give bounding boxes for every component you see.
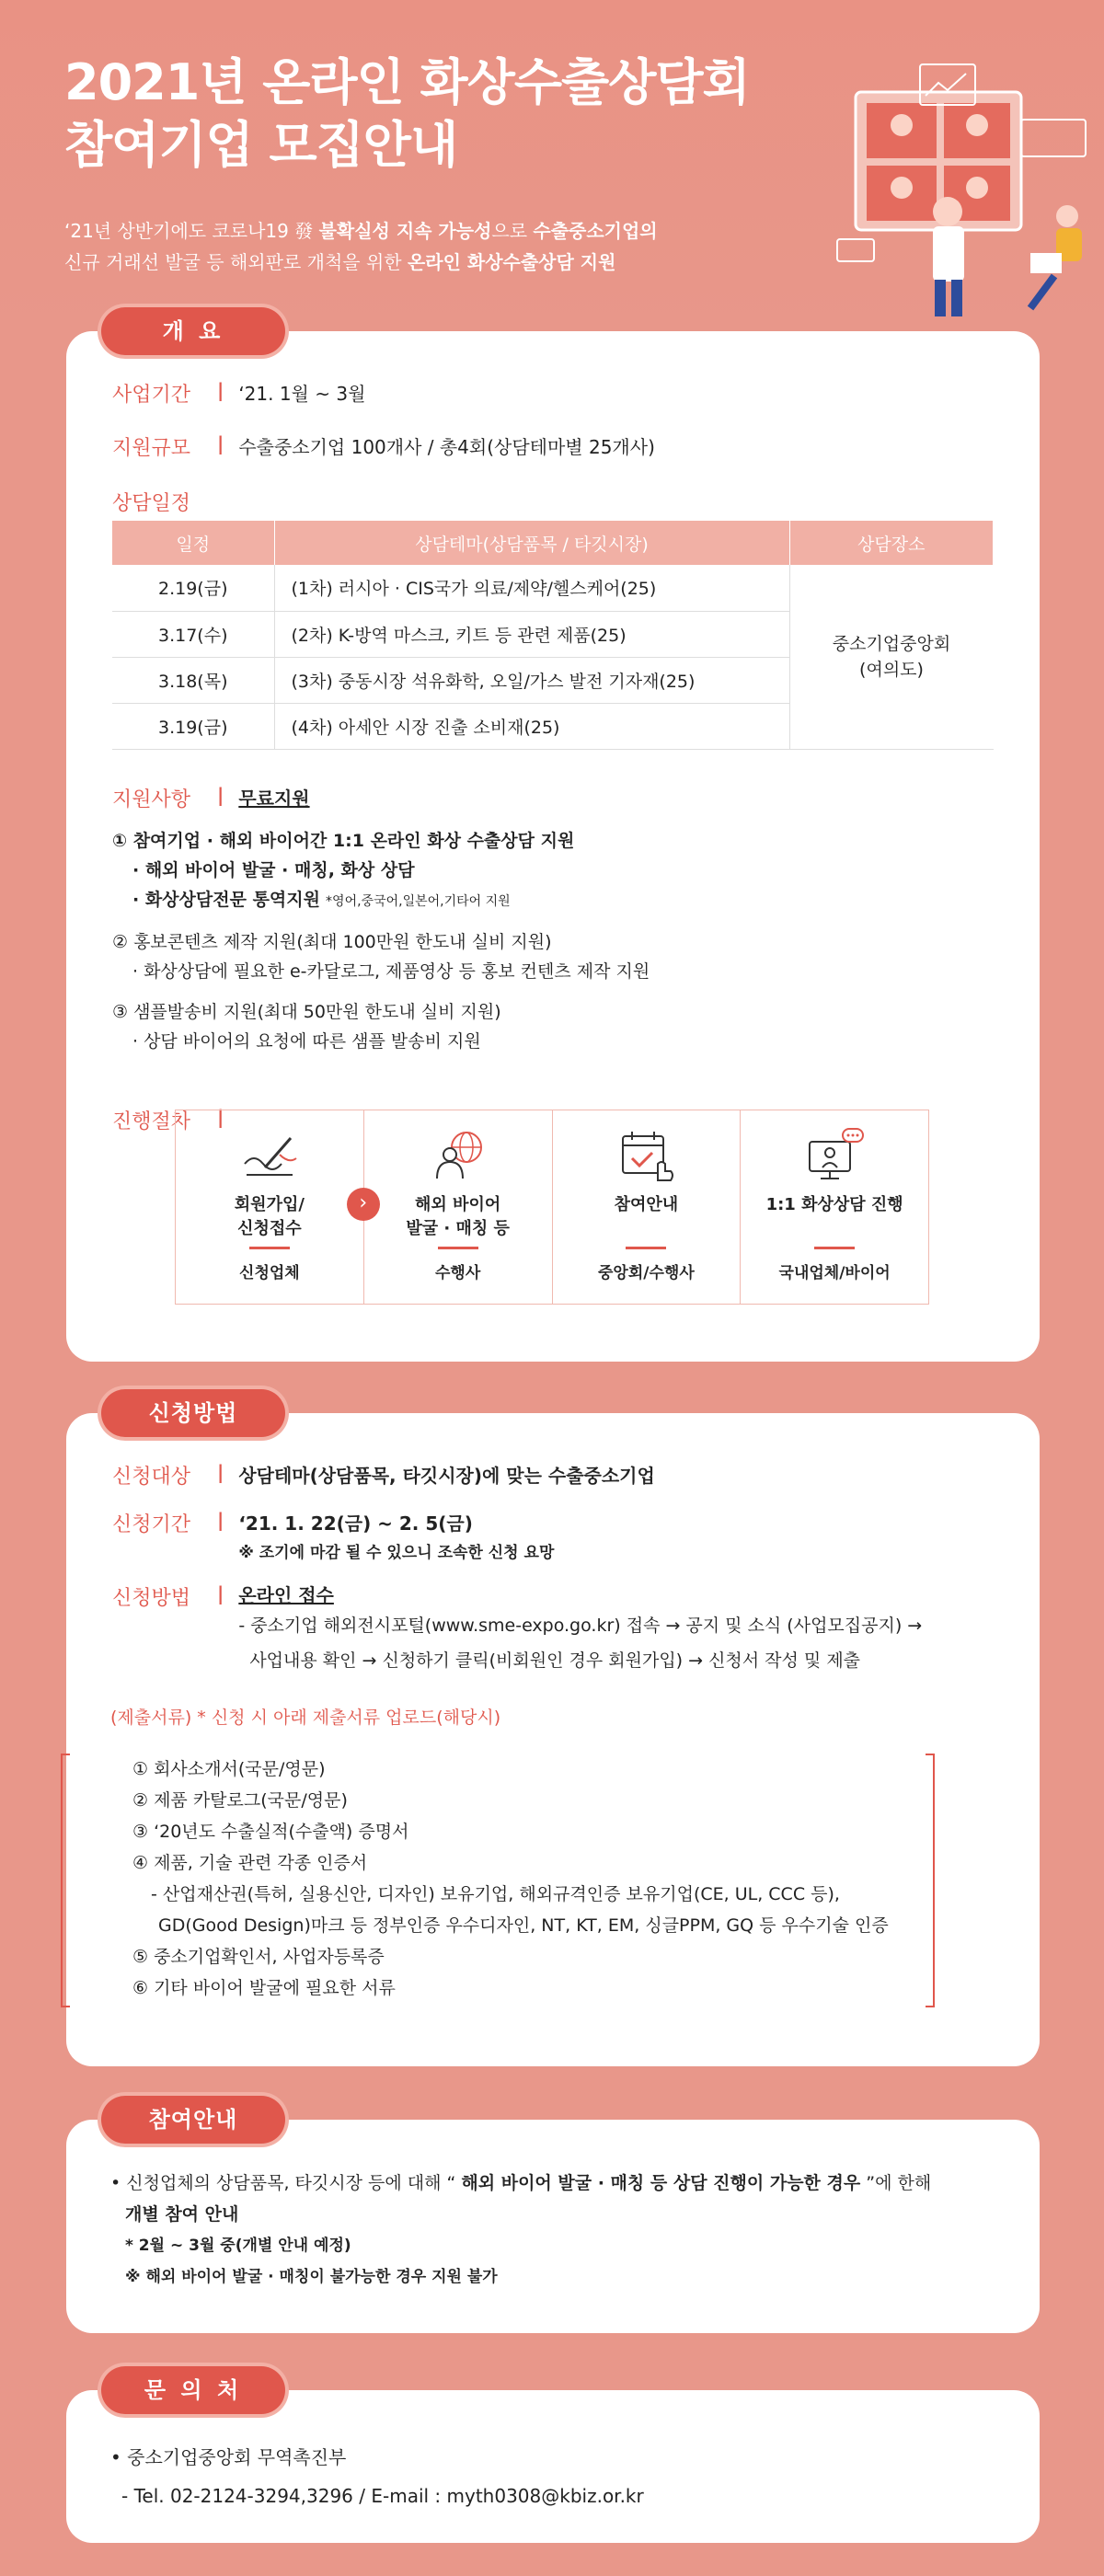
support-item-1b — [112, 885, 650, 916]
contact-phone-email: - Tel. 02-2124-3294,3296 / E-mail : myth0308@kbiz.or.kr — [121, 2485, 644, 2507]
support-item-1: ① 참여기업 · 해외 바이어간 1:1 온라인 화상 수출상담 지원 — [112, 831, 575, 851]
title-line-2: 참여기업 모집안내 — [64, 116, 458, 174]
calendar-check-icon — [614, 1127, 678, 1182]
docs-list-bracket — [61, 1754, 935, 2007]
theme-cell: (3차) 중동시장 석유화학, 오일/가스 발전 기자재(25) — [274, 657, 789, 703]
step-subject: 신청업체 — [239, 1264, 300, 1282]
support-value: 무료지원 — [238, 788, 310, 810]
video-conference-illustration — [800, 55, 1104, 322]
apply-method-row — [112, 1582, 922, 1678]
support-item-1a: · 해외 바이어 발굴 · 매칭, 화상 상담 — [132, 860, 415, 880]
separator: | — [217, 1461, 224, 1483]
hero-subtitle — [64, 215, 658, 278]
table-header-row — [112, 521, 994, 565]
schedule-label: 상담일정 — [112, 492, 191, 515]
date-cell: 3.17(수) — [112, 611, 274, 657]
table-row — [112, 565, 994, 611]
period-label: 사업기간 — [112, 384, 191, 407]
participate-text — [110, 2168, 931, 2293]
column-header: 상담장소 — [789, 521, 994, 565]
period-note: ※ 조기에 마감 될 수 있으니 조속한 신청 요망 — [238, 1544, 555, 1562]
theme-cell: (4차) 아세안 시장 진출 소비재(25) — [274, 703, 789, 749]
subtitle-text: 으로 — [491, 220, 534, 242]
process-step — [553, 1110, 742, 1304]
list-item: ③ ‘20년도 수출실적(수출액) 증명서 — [132, 1822, 409, 1842]
step-title-line: 발굴 · 매칭 등 — [406, 1219, 510, 1238]
process-steps — [175, 1110, 929, 1305]
separator: | — [217, 1582, 224, 1604]
step-divider — [438, 1247, 478, 1249]
support-item-3a: · 상담 바이어의 요청에 따른 샘플 발송비 지원 — [132, 1031, 481, 1052]
list-item: GD(Good Design)마크 등 정부인증 우수디자인, NT, KT, EM, 싱글PPM, GQ 등 우수기술 인증 — [158, 1915, 889, 1936]
support-scale-row — [112, 432, 655, 461]
step-title-line: 신청접수 — [237, 1219, 302, 1238]
step-subject: 국내업체/바이어 — [778, 1264, 891, 1282]
subtitle-line-2 — [64, 247, 658, 278]
method-line: - 중소기업 해외전시포털(www.sme-expo.go.kr) 접속 → 공지 및 소식 (사업모집공지) → — [238, 1616, 923, 1636]
support-items-heading — [112, 784, 310, 812]
subtitle-text: ‘21년 상반기에도 코로나19 發 — [64, 220, 319, 242]
separator: | — [217, 784, 224, 806]
period-value: ‘21. 1월 ~ 3월 — [238, 383, 366, 405]
docs-list — [132, 1754, 889, 2004]
list-item: ⑤ 중소기업확인서, 사업자등록증 — [132, 1947, 385, 1967]
process-label: 진행절차 — [112, 1110, 191, 1133]
contact-department: • 중소기업중앙회 무역촉진부 — [110, 2446, 347, 2468]
list-item: - 산업재산권(특허, 실용신안, 디자인) 보유기업, 해외규격인증 보유기업(CE, UL, CCC 등), — [151, 1884, 840, 1904]
step-title-line: 참여안내 — [614, 1195, 679, 1214]
apply-badge: 신청방법 — [101, 1389, 285, 1437]
overview-badge: 개 요 — [101, 307, 285, 355]
participate-card — [66, 2107, 1040, 2333]
list-item: ② 제품 카탈로그(국문/영문) — [132, 1790, 348, 1811]
target-value: 상담테마(상담품목, 타깃시장)에 맞는 수출중소기업 — [238, 1465, 655, 1487]
page-title — [64, 52, 750, 177]
docs-title: (제출서류) * 신청 시 아래 제출서류 업로드(해당시) — [110, 1708, 501, 1728]
support-items — [112, 826, 650, 1056]
title-line-1: 2021년 온라인 화상수출상담회 — [64, 53, 750, 111]
step-title — [364, 1193, 552, 1241]
subtitle-bold: 불확실성 지속 가능성 — [318, 220, 492, 242]
method-line: 사업내용 확인 → 신청하기 클릭(비회원인 경우 회원가입) → 신청서 작성 및 제출 — [249, 1650, 861, 1671]
list-item: ① 회사소개서(국문/영문) — [132, 1759, 326, 1779]
separator: | — [217, 432, 224, 454]
step-title — [553, 1193, 741, 1217]
schedule-table — [112, 521, 994, 750]
participate-line: * 2월 ~ 3월 중(개별 안내 예정) — [125, 2237, 351, 2255]
step-title — [741, 1193, 928, 1217]
separator: | — [217, 1509, 224, 1531]
method-block — [238, 1582, 922, 1678]
step-divider — [249, 1247, 290, 1249]
step-title — [176, 1193, 363, 1241]
participate-text-bold: 해외 바이어 발굴 · 매칭 등 상담 진행이 가능한 경우 — [461, 2173, 861, 2193]
step-subject: 중앙회/수행사 — [598, 1264, 695, 1282]
process-step — [364, 1110, 553, 1304]
apply-target-row — [112, 1461, 655, 1489]
period-value: ‘21. 1. 22(금) ~ 2. 5(금) — [238, 1512, 473, 1535]
interpretation-text: · 화상상담전문 통역지원 — [132, 890, 320, 910]
method-label: 신청방법 — [112, 1587, 191, 1610]
chevron-right-icon: › — [347, 1188, 380, 1221]
participate-line: 개별 참여 안내 — [125, 2204, 239, 2225]
participate-line — [110, 2168, 931, 2199]
step-title-line: 해외 바이어 — [415, 1195, 501, 1214]
target-label: 신청대상 — [112, 1466, 191, 1489]
process-step — [176, 1110, 368, 1304]
apply-period-row — [112, 1509, 554, 1562]
participate-badge: 참여안내 — [101, 2096, 285, 2144]
step-divider — [814, 1247, 855, 1249]
column-header: 상담테마(상담품목 / 타깃시장) — [274, 521, 789, 565]
scale-label: 지원규모 — [112, 437, 191, 460]
step-subject: 수행사 — [434, 1264, 481, 1282]
separator: | — [217, 1106, 224, 1128]
method-value: 온라인 접수 — [238, 1584, 334, 1606]
step-title-line: 1:1 화상상담 진행 — [765, 1195, 903, 1214]
contact-card — [66, 2377, 1040, 2543]
subtitle-line-1 — [64, 215, 658, 247]
process-step — [741, 1110, 928, 1304]
place-cell — [789, 565, 994, 749]
interpretation-note: *영어,중국어,일본어,기타어 지원 — [326, 894, 511, 909]
bracket-left — [61, 1754, 70, 2007]
hero-banner — [0, 0, 1104, 331]
date-cell: 2.19(금) — [112, 565, 274, 611]
pen-signature-icon — [237, 1127, 302, 1182]
period-block — [238, 1509, 554, 1562]
column-header: 일정 — [112, 521, 274, 565]
separator: | — [217, 379, 224, 401]
date-cell: 3.19(금) — [112, 703, 274, 749]
schedule-heading — [112, 488, 212, 516]
contact-badge: 문 의 처 — [101, 2366, 285, 2414]
place-name: 중소기업중앙회 — [832, 633, 951, 654]
support-label: 지원사항 — [112, 788, 191, 811]
business-period-row — [112, 379, 365, 408]
video-chat-icon — [802, 1127, 867, 1182]
step-divider — [626, 1247, 666, 1249]
subtitle-text: 신규 거래선 발굴 등 해외판로 개척을 위한 — [64, 251, 408, 273]
period-label: 신청기간 — [112, 1513, 191, 1536]
scale-value: 수출중소기업 100개사 / 총4회(상담테마별 25개사) — [238, 436, 655, 458]
support-item-2: ② 홍보콘텐츠 제작 지원(최대 100만원 한도내 실비 지원) — [112, 932, 552, 952]
theme-cell: (2차) K-방역 마스크, 키트 등 관련 제품(25) — [274, 611, 789, 657]
contact-text — [110, 2438, 644, 2515]
step-title-line: 회원가입/ — [234, 1195, 305, 1214]
subtitle-bold: 온라인 화상수출상담 지원 — [407, 251, 616, 273]
support-item-3: ③ 샘플발송비 지원(최대 50만원 한도내 실비 지원) — [112, 1002, 501, 1022]
support-item-2a: · 화상상담에 필요한 e-카달로그, 제품영상 등 홍보 컨텐츠 제작 지원 — [132, 961, 650, 982]
participate-text-part: ”에 한해 — [860, 2173, 932, 2193]
global-buyer-icon — [426, 1127, 490, 1182]
participate-text-part: • 신청업체의 상담품목, 타깃시장 등에 대해 “ — [110, 2173, 462, 2193]
participate-line: ※ 해외 바이어 발굴 · 매칭이 불가능한 경우 지원 불가 — [125, 2268, 498, 2286]
list-item: ④ 제품, 기술 관련 각종 인증서 — [132, 1853, 368, 1873]
list-item: ⑥ 기타 바이어 발굴에 필요한 서류 — [132, 1978, 396, 1998]
subtitle-bold: 수출중소기업의 — [533, 220, 658, 242]
theme-cell: (1차) 러시아 · CIS국가 의료/제약/헬스케어(25) — [274, 565, 789, 611]
date-cell: 3.18(목) — [112, 657, 274, 703]
place-detail: (여의도) — [859, 659, 924, 680]
bracket-right — [926, 1754, 935, 2007]
